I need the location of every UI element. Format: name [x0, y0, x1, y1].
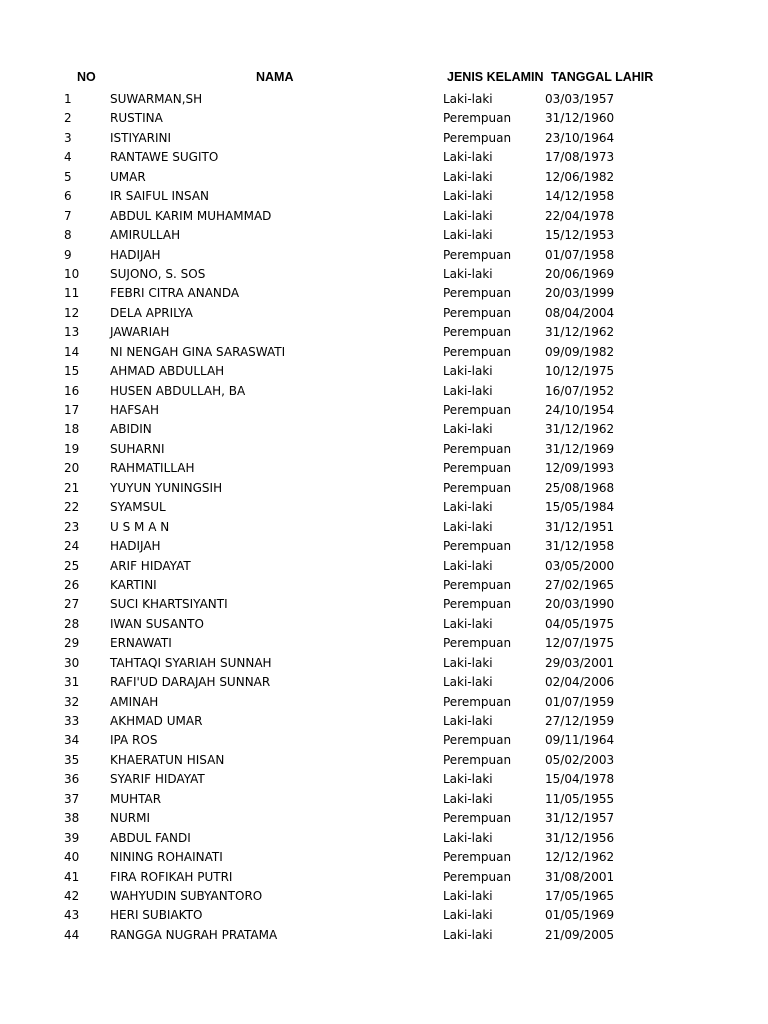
cell-jenis-kelamin: Perempuan	[443, 286, 512, 301]
cell-nama: JAWARIAH	[110, 325, 170, 340]
cell-no: 11	[64, 286, 80, 301]
cell-tanggal-lahir: 08/04/2004	[545, 305, 615, 320]
cell-nama: AKHMAD UMAR	[110, 714, 203, 728]
cell-tanggal-lahir: 10/12/1975	[545, 364, 615, 379]
cell-no: 21	[64, 480, 80, 495]
cell-jenis-kelamin: Laki-laki	[443, 364, 493, 379]
cell-no: 18	[64, 422, 80, 437]
cell-nama: KHAERATUN HISAN	[110, 752, 225, 767]
cell-tanggal-lahir: 12/12/1962	[545, 850, 615, 865]
table-row	[0, 712, 768, 731]
table-row	[0, 129, 768, 148]
cell-nama: YUYUN YUNINGSIH	[110, 480, 223, 495]
cell-no: 20	[64, 461, 80, 476]
cell-nama: WAHYUDIN SUBYANTORO	[110, 888, 263, 903]
cell-tanggal-lahir: 12/09/1993	[545, 461, 615, 476]
cell-tanggal-lahir: 15/05/1984	[545, 500, 615, 515]
cell-tanggal-lahir: 20/03/1999	[545, 286, 615, 301]
table-row	[0, 770, 768, 789]
cell-no: 6	[64, 189, 72, 204]
cell-tanggal-lahir: 31/12/1969	[545, 441, 615, 456]
cell-jenis-kelamin: Perempuan	[443, 597, 512, 612]
cell-nama: NINING ROHAINATI	[110, 850, 223, 865]
table-row	[0, 284, 768, 303]
cell-nama: IPA ROS	[110, 733, 158, 748]
table-row	[0, 731, 768, 750]
cell-no: 29	[64, 636, 80, 651]
cell-no: 19	[64, 441, 80, 456]
cell-tanggal-lahir: 01/07/1959	[545, 694, 615, 709]
table-row	[0, 829, 768, 848]
cell-no: 4	[64, 150, 72, 165]
cell-jenis-kelamin: Laki-laki	[443, 675, 493, 690]
cell-no: 31	[64, 675, 80, 690]
table-row	[0, 420, 768, 439]
header-tanggal-lahir: TANGGAL LAHIR	[551, 70, 654, 84]
cell-jenis-kelamin: Laki-laki	[443, 189, 493, 204]
cell-jenis-kelamin: Laki-laki	[443, 927, 493, 942]
cell-nama: HUSEN ABDULLAH, BA	[110, 383, 246, 398]
cell-jenis-kelamin: Perempuan	[443, 441, 512, 456]
cell-jenis-kelamin: Laki-laki	[443, 500, 493, 515]
cell-no: 37	[64, 791, 80, 806]
table-row	[0, 848, 768, 867]
cell-jenis-kelamin: Laki-laki	[443, 383, 493, 398]
cell-jenis-kelamin: Laki-laki	[443, 92, 493, 106]
table-row	[0, 906, 768, 925]
cell-tanggal-lahir: 02/04/2006	[545, 675, 615, 690]
cell-jenis-kelamin: Laki-laki	[443, 558, 493, 573]
table-row	[0, 673, 768, 692]
header-nama: NAMA	[256, 70, 294, 84]
cell-no: 40	[64, 850, 80, 865]
cell-nama: HADIJAH	[110, 247, 161, 262]
cell-no: 33	[64, 714, 80, 728]
table-row	[0, 751, 768, 770]
cell-no: 3	[64, 130, 72, 145]
cell-nama: HERI SUBIAKTO	[110, 908, 203, 923]
cell-no: 15	[64, 364, 80, 379]
cell-jenis-kelamin: Perempuan	[443, 869, 512, 884]
table-row	[0, 479, 768, 498]
cell-nama: U S M A N	[110, 519, 170, 534]
table-row	[0, 498, 768, 517]
table-row	[0, 343, 768, 362]
cell-tanggal-lahir: 20/03/1990	[545, 597, 615, 612]
table-row	[0, 654, 768, 673]
cell-jenis-kelamin: Perempuan	[443, 636, 512, 651]
cell-tanggal-lahir: 22/04/1978	[545, 208, 615, 223]
cell-tanggal-lahir: 31/12/1956	[545, 830, 615, 845]
cell-no: 28	[64, 616, 80, 631]
table-row	[0, 187, 768, 206]
cell-jenis-kelamin: Perempuan	[443, 752, 512, 767]
table-row	[0, 90, 768, 109]
table-row	[0, 362, 768, 381]
table-row	[0, 304, 768, 323]
cell-nama: RANTAWE SUGITO	[110, 150, 219, 165]
cell-nama: ISTIYARINI	[110, 130, 172, 145]
cell-no: 41	[64, 869, 80, 884]
cell-no: 1	[64, 92, 72, 106]
cell-nama: RUSTINA	[110, 111, 163, 126]
cell-jenis-kelamin: Laki-laki	[443, 519, 493, 534]
table-row	[0, 148, 768, 167]
cell-jenis-kelamin: Perempuan	[443, 850, 512, 865]
cell-no: 39	[64, 830, 80, 845]
table-row	[0, 265, 768, 284]
cell-jenis-kelamin: Perempuan	[443, 733, 512, 748]
cell-jenis-kelamin: Perempuan	[443, 344, 512, 359]
cell-jenis-kelamin: Perempuan	[443, 403, 512, 417]
cell-no: 22	[64, 500, 80, 515]
cell-tanggal-lahir: 15/12/1953	[545, 228, 615, 243]
cell-no: 25	[64, 558, 80, 573]
cell-nama: UMAR	[110, 169, 146, 184]
table-row	[0, 693, 768, 712]
cell-nama: TAHTAQI SYARIAH SUNNAH	[110, 655, 272, 670]
cell-tanggal-lahir: 31/12/1951	[545, 519, 615, 534]
cell-jenis-kelamin: Laki-laki	[443, 150, 493, 165]
cell-jenis-kelamin: Laki-laki	[443, 616, 493, 631]
table-row	[0, 207, 768, 226]
cell-nama: KARTINI	[110, 577, 157, 592]
table-row	[0, 615, 768, 634]
cell-tanggal-lahir: 14/12/1958	[545, 189, 615, 204]
cell-nama: AMIRULLAH	[110, 228, 181, 243]
cell-jenis-kelamin: Perempuan	[443, 539, 512, 554]
cell-nama: ARIF HIDAYAT	[110, 558, 191, 573]
cell-no: 14	[64, 344, 80, 359]
table-row	[0, 382, 768, 401]
cell-nama: ABIDIN	[110, 422, 152, 437]
table-body	[0, 90, 768, 945]
cell-jenis-kelamin: Laki-laki	[443, 228, 493, 243]
cell-nama: NURMI	[110, 811, 150, 826]
cell-nama: RAFI'UD DARAJAH SUNNAR	[110, 675, 271, 690]
cell-nama: SYAMSUL	[110, 500, 166, 515]
cell-tanggal-lahir: 29/03/2001	[545, 655, 615, 670]
cell-jenis-kelamin: Perempuan	[443, 577, 512, 592]
cell-jenis-kelamin: Perempuan	[443, 694, 512, 709]
table-header	[0, 70, 768, 88]
cell-jenis-kelamin: Laki-laki	[443, 208, 493, 223]
cell-jenis-kelamin: Laki-laki	[443, 714, 493, 728]
table-row	[0, 868, 768, 887]
table-row	[0, 246, 768, 265]
cell-no: 17	[64, 403, 80, 417]
cell-jenis-kelamin: Laki-laki	[443, 266, 493, 281]
cell-no: 43	[64, 908, 80, 923]
cell-nama: SUHARNI	[110, 441, 165, 456]
cell-tanggal-lahir: 09/09/1982	[545, 344, 615, 359]
table-row	[0, 401, 768, 420]
cell-no: 8	[64, 228, 72, 243]
cell-no: 34	[64, 733, 80, 748]
cell-nama: SUWARMAN,SH	[110, 92, 203, 106]
cell-jenis-kelamin: Laki-laki	[443, 830, 493, 845]
cell-no: 5	[64, 169, 72, 184]
cell-nama: ABDUL KARIM MUHAMMAD	[110, 208, 272, 223]
table-row	[0, 576, 768, 595]
cell-nama: IR SAIFUL INSAN	[110, 189, 210, 204]
cell-tanggal-lahir: 01/05/1969	[545, 908, 615, 923]
cell-jenis-kelamin: Laki-laki	[443, 908, 493, 923]
cell-tanggal-lahir: 31/12/1960	[545, 111, 615, 126]
cell-nama: AHMAD ABDULLAH	[110, 364, 225, 379]
cell-no: 35	[64, 752, 80, 767]
table-row	[0, 537, 768, 556]
table-row	[0, 440, 768, 459]
table-row	[0, 634, 768, 653]
cell-tanggal-lahir: 24/10/1954	[545, 403, 615, 417]
cell-tanggal-lahir: 11/05/1955	[545, 791, 615, 806]
cell-no: 36	[64, 772, 80, 787]
cell-no: 30	[64, 655, 80, 670]
cell-nama: ERNAWATI	[110, 636, 172, 651]
table-row	[0, 323, 768, 342]
table-row	[0, 109, 768, 128]
cell-jenis-kelamin: Perempuan	[443, 305, 512, 320]
cell-nama: NI NENGAH GINA SARASWATI	[110, 344, 286, 359]
cell-tanggal-lahir: 12/07/1975	[545, 636, 615, 651]
cell-tanggal-lahir: 15/04/1978	[545, 772, 615, 787]
cell-jenis-kelamin: Perempuan	[443, 811, 512, 826]
cell-nama: FEBRI CITRA ANANDA	[110, 286, 240, 301]
cell-no: 23	[64, 519, 80, 534]
cell-nama: MUHTAR	[110, 791, 162, 806]
cell-jenis-kelamin: Perempuan	[443, 325, 512, 340]
header-jenis-kelamin: JENIS KELAMIN	[447, 70, 544, 84]
cell-nama: SUCI KHARTSIYANTI	[110, 597, 228, 612]
cell-no: 38	[64, 811, 80, 826]
table-row	[0, 887, 768, 906]
cell-nama: RAHMATILLAH	[110, 461, 195, 476]
cell-jenis-kelamin: Perempuan	[443, 111, 512, 126]
cell-tanggal-lahir: 31/12/1962	[545, 325, 615, 340]
cell-no: 13	[64, 325, 80, 340]
cell-no: 27	[64, 597, 80, 612]
cell-jenis-kelamin: Laki-laki	[443, 422, 493, 437]
cell-no: 9	[64, 247, 72, 262]
table-row	[0, 595, 768, 614]
table-row	[0, 168, 768, 187]
cell-nama: SUJONO, S. SOS	[110, 266, 206, 281]
cell-no: 7	[64, 208, 72, 223]
cell-jenis-kelamin: Perempuan	[443, 247, 512, 262]
cell-no: 42	[64, 888, 80, 903]
cell-jenis-kelamin: Perempuan	[443, 480, 512, 495]
cell-nama: SYARIF HIDAYAT	[110, 772, 205, 787]
cell-tanggal-lahir: 09/11/1964	[545, 733, 615, 748]
cell-no: 26	[64, 577, 80, 592]
cell-tanggal-lahir: 27/12/1959	[545, 714, 615, 728]
cell-tanggal-lahir: 31/12/1957	[545, 811, 615, 826]
table-row	[0, 518, 768, 537]
table-row	[0, 790, 768, 809]
cell-jenis-kelamin: Perempuan	[443, 461, 512, 476]
cell-no: 2	[64, 111, 72, 126]
cell-jenis-kelamin: Laki-laki	[443, 888, 493, 903]
cell-jenis-kelamin: Laki-laki	[443, 655, 493, 670]
cell-no: 10	[64, 266, 80, 281]
cell-jenis-kelamin: Laki-laki	[443, 169, 493, 184]
cell-tanggal-lahir: 31/12/1958	[545, 539, 615, 554]
cell-jenis-kelamin: Laki-laki	[443, 772, 493, 787]
cell-tanggal-lahir: 03/05/2000	[545, 558, 615, 573]
cell-tanggal-lahir: 20/06/1969	[545, 266, 615, 281]
cell-nama: RANGGA NUGRAH PRATAMA	[110, 927, 278, 942]
cell-nama: DELA APRILYA	[110, 305, 193, 320]
cell-jenis-kelamin: Perempuan	[443, 130, 512, 145]
cell-tanggal-lahir: 16/07/1952	[545, 383, 615, 398]
cell-tanggal-lahir: 05/02/2003	[545, 752, 615, 767]
cell-tanggal-lahir: 12/06/1982	[545, 169, 615, 184]
cell-nama: HAFSAH	[110, 403, 159, 417]
cell-tanggal-lahir: 17/08/1973	[545, 150, 615, 165]
table-row	[0, 226, 768, 245]
cell-tanggal-lahir: 21/09/2005	[545, 927, 615, 942]
cell-nama: AMINAH	[110, 694, 159, 709]
header-no: NO	[77, 70, 96, 84]
table-row	[0, 809, 768, 828]
cell-tanggal-lahir: 31/12/1962	[545, 422, 615, 437]
cell-no: 12	[64, 305, 80, 320]
table-row	[0, 459, 768, 478]
table-row	[0, 926, 768, 945]
cell-tanggal-lahir: 03/03/1957	[545, 92, 615, 106]
cell-jenis-kelamin: Laki-laki	[443, 791, 493, 806]
table-row	[0, 557, 768, 576]
cell-tanggal-lahir: 25/08/1968	[545, 480, 615, 495]
cell-tanggal-lahir: 17/05/1965	[545, 888, 615, 903]
cell-no: 24	[64, 539, 80, 554]
cell-tanggal-lahir: 31/08/2001	[545, 869, 615, 884]
cell-no: 44	[64, 927, 80, 942]
cell-nama: IWAN SUSANTO	[110, 616, 204, 631]
cell-tanggal-lahir: 23/10/1964	[545, 130, 615, 145]
cell-nama: ABDUL FANDI	[110, 830, 191, 845]
cell-nama: FIRA ROFIKAH PUTRI	[110, 869, 233, 884]
cell-no: 16	[64, 383, 80, 398]
cell-nama: HADIJAH	[110, 539, 161, 554]
cell-no: 32	[64, 694, 80, 709]
cell-tanggal-lahir: 01/07/1958	[545, 247, 615, 262]
cell-tanggal-lahir: 27/02/1965	[545, 577, 615, 592]
cell-tanggal-lahir: 04/05/1975	[545, 616, 615, 631]
